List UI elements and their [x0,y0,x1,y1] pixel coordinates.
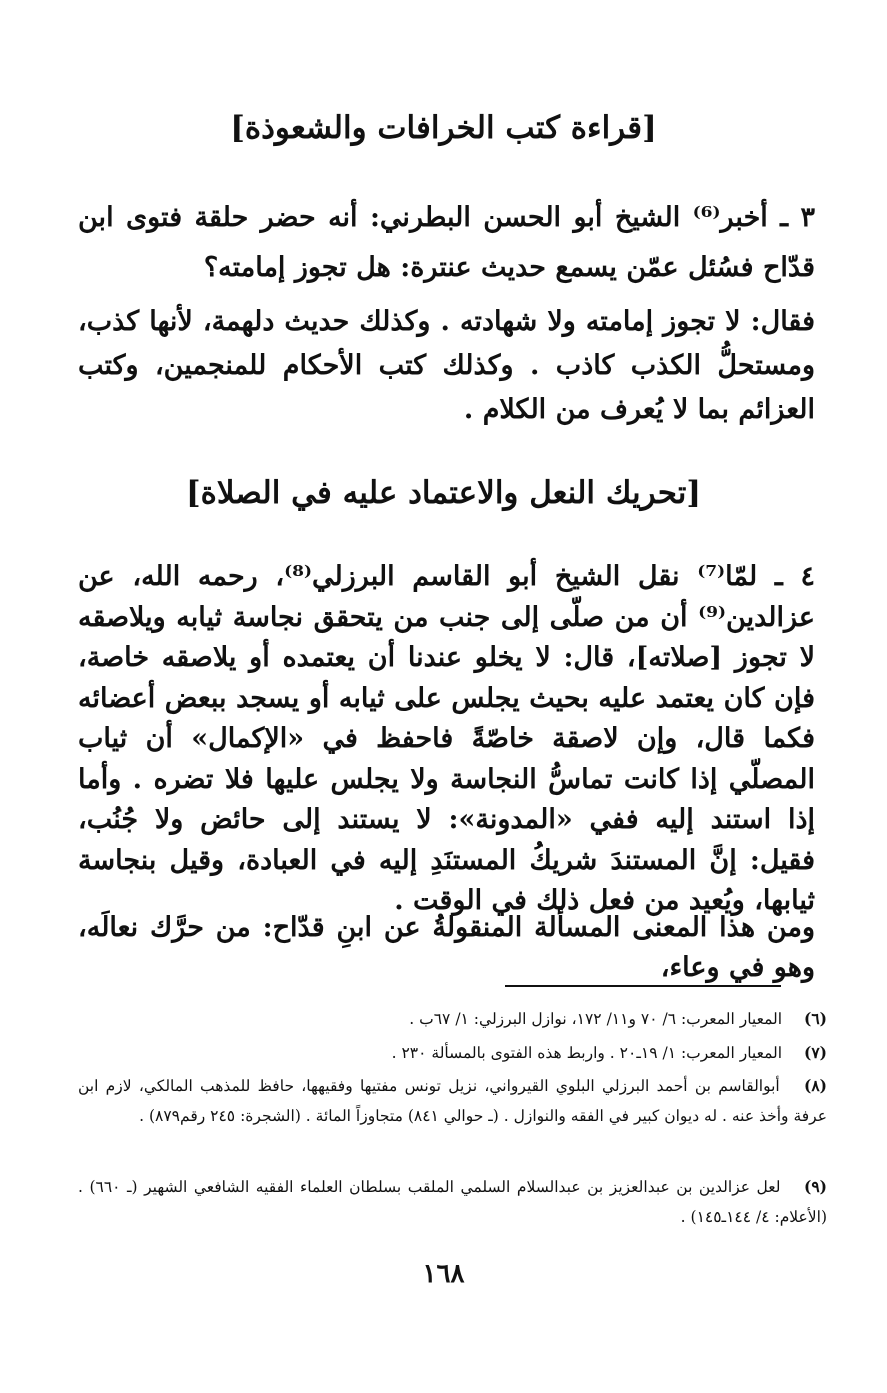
section-heading-superstition-books: [قراءة كتب الخرافات والشعوذة] [230,110,657,146]
footnote-text: المعيار المعرب: ٦/ ٧٠ و١١/ ١٧٢، نوازل البرزلي: ١/ ٦٧ب . [409,1010,783,1028]
page-number: ١٦٨ [422,1259,465,1289]
footnote-text: أبوالقاسم بن أحمد البرزلي البلوي القيرواني، نزيل تونس مفتيها وفقيهها، حافظ للمذهب المالكي، لازم ابن عرفة وأخذ عنه . له ديوان كبير في الفقه والنوازل . (ـ حوالي ٨٤١) متجاوزاً المائة . (الشجرة: ٢٤٥ رقم٨٧٩) . [78,1077,827,1125]
paragraph-5: ومن هذا المعنى المسألة المنقولةُ عن ابنِ قدّاح: من حرَّك نعالَه، وهو في وعاء، [78,912,815,983]
section-heading-sandal-in-prayer: [تحريك النعل والاعتماد عليه في الصلاة] [186,475,701,511]
footnote-separator [505,985,781,987]
paragraph-3-answer: فقال: لا تجوز إمامته ولا شهادته . وكذلك حديث دلهمة، لأنها كذب، ومستحلُّ الكذب كاذب . وكذلك كتب الأحكام للمنجمين، وكتب العزائم بما لا يُعرف من الكلام . [78,306,815,425]
footnote-7 [78,1038,827,1068]
footnote-text: لعل عزالدين بن عبدالعزيز بن عبدالسلام السلمي الملقب بسلطان العلماء الفقيه الشافعي الشهير (ـ ٦٦٠) . (الأعلام: ٤/ ١٤٤ـ١٤٥) . [78,1178,827,1226]
paragraph-3-question: ٣ ـ أخبر⁽⁶⁾ الشيخ أبو الحسن البطرني: أنه حضر حلقة فتوى ابن قدّاح فسُئل عمّن يسمع حديث عنترة: هل تجوز إمامته؟ [78,202,815,283]
footnote-8 [78,1071,827,1131]
footnote-6 [78,1004,827,1034]
footnote-number: (٧) [803,1043,827,1062]
paragraph-4: ٤ ـ لمّا⁽⁷⁾ نقل الشيخ أبو القاسم البرزلي⁽⁸⁾، رحمه الله، عن عزالدين⁽⁹⁾ أن من صلّى إلى جنب من يتحقق نجاسة ثيابه ويلاصقه لا تجوز [صلاته]، قال: لا يخلو عندنا أن يعتمده أو يلاصقه خاصة، فإن كان يعتمد عليه بحيث يجلس على ثيابه أو يسجد ببعض أعضائه فكما قال، وإن لاصقة خاصّةً فاحفظ في «الإكمال» أن ثياب المصلّي إذا كانت تماسُّ النجاسة ولا يجلس عليها فلا تضره . وأما إذا استند إليه ففي «المدونة»: لا يستند إلى حائض ولا جُنُب، فقيل: إنَّ المستندَ شريكُ المستنَدِ إليه في العبادة، وقيل بنجاسة ثيابها، ويُعيد من فعل ذلك في الوقت . [78,561,816,916]
footnote-9 [78,1172,827,1232]
footnote-number: (٦) [803,1009,827,1028]
footnote-number: (٨) [803,1076,827,1095]
footnote-number: (٩) [803,1177,827,1196]
footnote-text: المعيار المعرب: ١/ ١٩ـ٢٠ . واربط هذه الفتوى بالمسألة ٢٣٠ . [391,1044,783,1062]
